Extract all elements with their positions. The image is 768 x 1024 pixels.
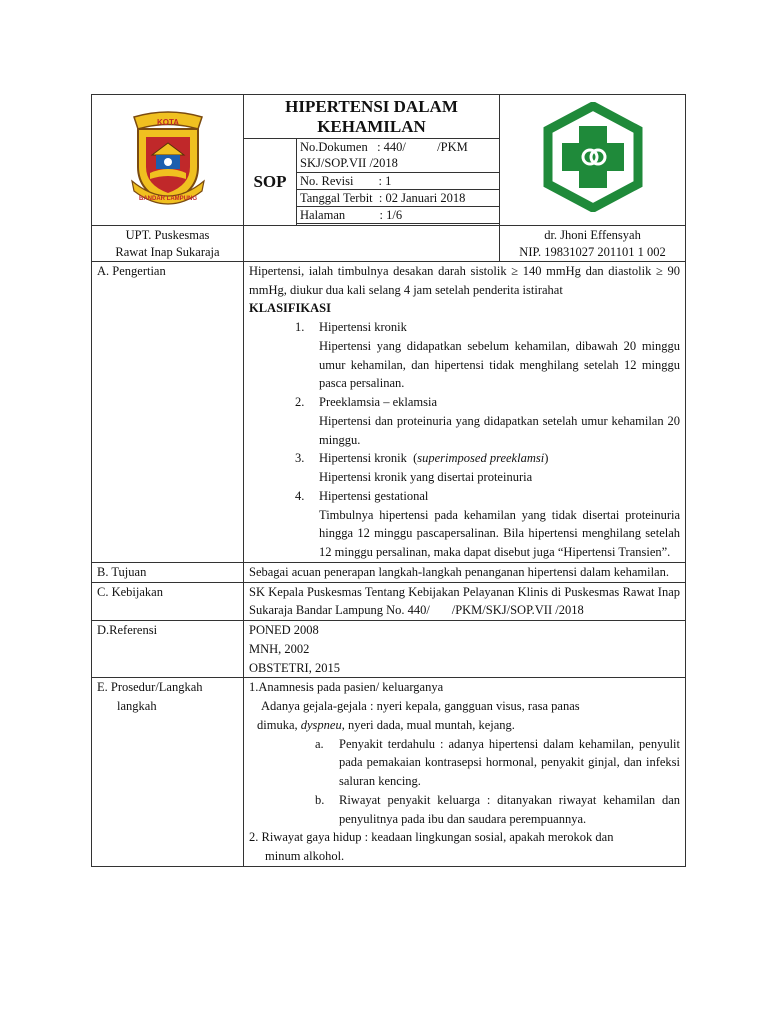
unit-name: UPT. Puskesmas Rawat Inap Sukaraja (92, 226, 244, 262)
klasifikasi-list (249, 318, 680, 562)
referensi-item: MNH, 2002 (249, 641, 310, 656)
section-label-tujuan: B. Tujuan (92, 562, 244, 582)
section-label-kebijakan: C. Kebijakan (92, 582, 244, 621)
section-body-kebijakan: SK Kepala Puskesmas Tentang Kebijakan Pelayanan Klinis di Puskesmas Rawat Inap Sukaraja Bandar Lampung No. 440/ /PKM/SKJ/SOP.VII /2018 (244, 582, 686, 621)
halaman: Halaman : 1/6 (297, 207, 500, 224)
signature-blank (244, 226, 500, 262)
klasifikasi-title: KLASIFIKASI (249, 301, 331, 316)
pengertian-intro: Hipertensi, ialah timbulnya desakan darah sistolik ≥ 140 mmHg dan diastolik ≥ 90 mmHg, diukur dua kali selang 4 jam setelah penderita istirahat (249, 263, 681, 297)
prosedur-step-1-line2: dimuka, dyspneu, nyeri dada, mual muntah, kejang. (257, 717, 515, 732)
section-body-referensi (244, 621, 686, 678)
section-body-pengertian (244, 261, 686, 562)
referensi-item: OBSTETRI, 2015 (249, 660, 340, 675)
prosedur-step-1-line1: Adanya gejala-gejala : nyeri kepala, gangguan visus, rasa panas (261, 699, 580, 714)
tanggal-terbit: Tanggal Terbit : 02 Januari 2018 (297, 189, 500, 206)
section-body-tujuan: Sebagai acuan penerapan langkah-langkah penanganan hipertensi dalam kehamilan. (244, 562, 686, 582)
signatory-nip: NIP. 19831027 201101 1 002 (519, 244, 666, 259)
list-item: 4. Hipertensi gestational Timbulnya hipertensi pada kehamilan yang tidak disertai proteinuria hingga 12 minggu pascapersalinan. Bila hipertensi menghilang setelah 12 minggu persalinan, maka dapat disebut juga “Hipertensi Transien”. (295, 488, 681, 560)
prosedur-sub-list (249, 735, 680, 829)
list-item: 1. Hipertensi kronik Hipertensi yang didapatkan sebelum kehamilan, dibawah 20 minggu umur kehamilan, dan hipertensi tidak menghilang setelah 12 minggu pasca persalinan. (295, 320, 681, 391)
list-item: 2. Preeklamsia – eklamsia Hipertensi dan proteinuria yang didapatkan setelah umur kehamilan 20 minggu. (295, 395, 681, 447)
section-label-pengertian: A. Pengertian (92, 261, 244, 562)
list-item: a. Penyakit terdahulu : adanya hipertensi dalam kehamilan, penyulit pada pemakaian kontrasepsi hormonal, penyakit ginjal, dan infeksi saluran kencing. (315, 736, 681, 789)
puskesmas-logo-cell (500, 95, 686, 226)
list-item: 3. Hipertensi kronik (superimposed preeklamsi) Hipertensi kronik yang disertai proteinuria (295, 451, 549, 485)
signatory (500, 226, 686, 262)
section-body-prosedur (244, 678, 686, 867)
section-label-referensi: D.Referensi (92, 621, 244, 678)
kota-logo-cell (92, 95, 244, 226)
no-revisi: No. Revisi : 1 (297, 172, 500, 189)
referensi-item: PONED 2008 (249, 623, 319, 638)
prosedur-step-2-line2: minum alkohol. (265, 849, 345, 864)
puskesmas-logo (538, 102, 648, 212)
sop-document-table (91, 94, 686, 867)
prosedur-step-2-line1: 2. Riwayat gaya hidup : keadaan lingkungan sosial, apakah merokok dan (249, 830, 614, 845)
kota-bandar-lampung-logo (128, 107, 208, 207)
signatory-name: dr. Jhoni Effensyah (544, 228, 641, 243)
list-item: b. Riwayat penyakit keluarga : ditanyakan riwayat kehamilan dan penyulitnya pada ibu dan saudara perempuannya. (315, 792, 681, 826)
section-label-prosedur: E. Prosedur/Langkah langkah (92, 678, 244, 867)
svg-text:BANDAR LAMPUNG: BANDAR LAMPUNG (138, 196, 197, 203)
no-dokumen: No.Dokumen : 440/ /PKM SKJ/SOP.VII /2018 (297, 139, 500, 173)
prosedur-step-1-title: 1.Anamnesis pada pasien/ keluarganya (249, 680, 444, 695)
sop-label: SOP (244, 139, 297, 226)
svg-text:KOTA: KOTA (156, 118, 179, 128)
document-title: HIPERTENSI DALAM KEHAMILAN (244, 95, 500, 139)
